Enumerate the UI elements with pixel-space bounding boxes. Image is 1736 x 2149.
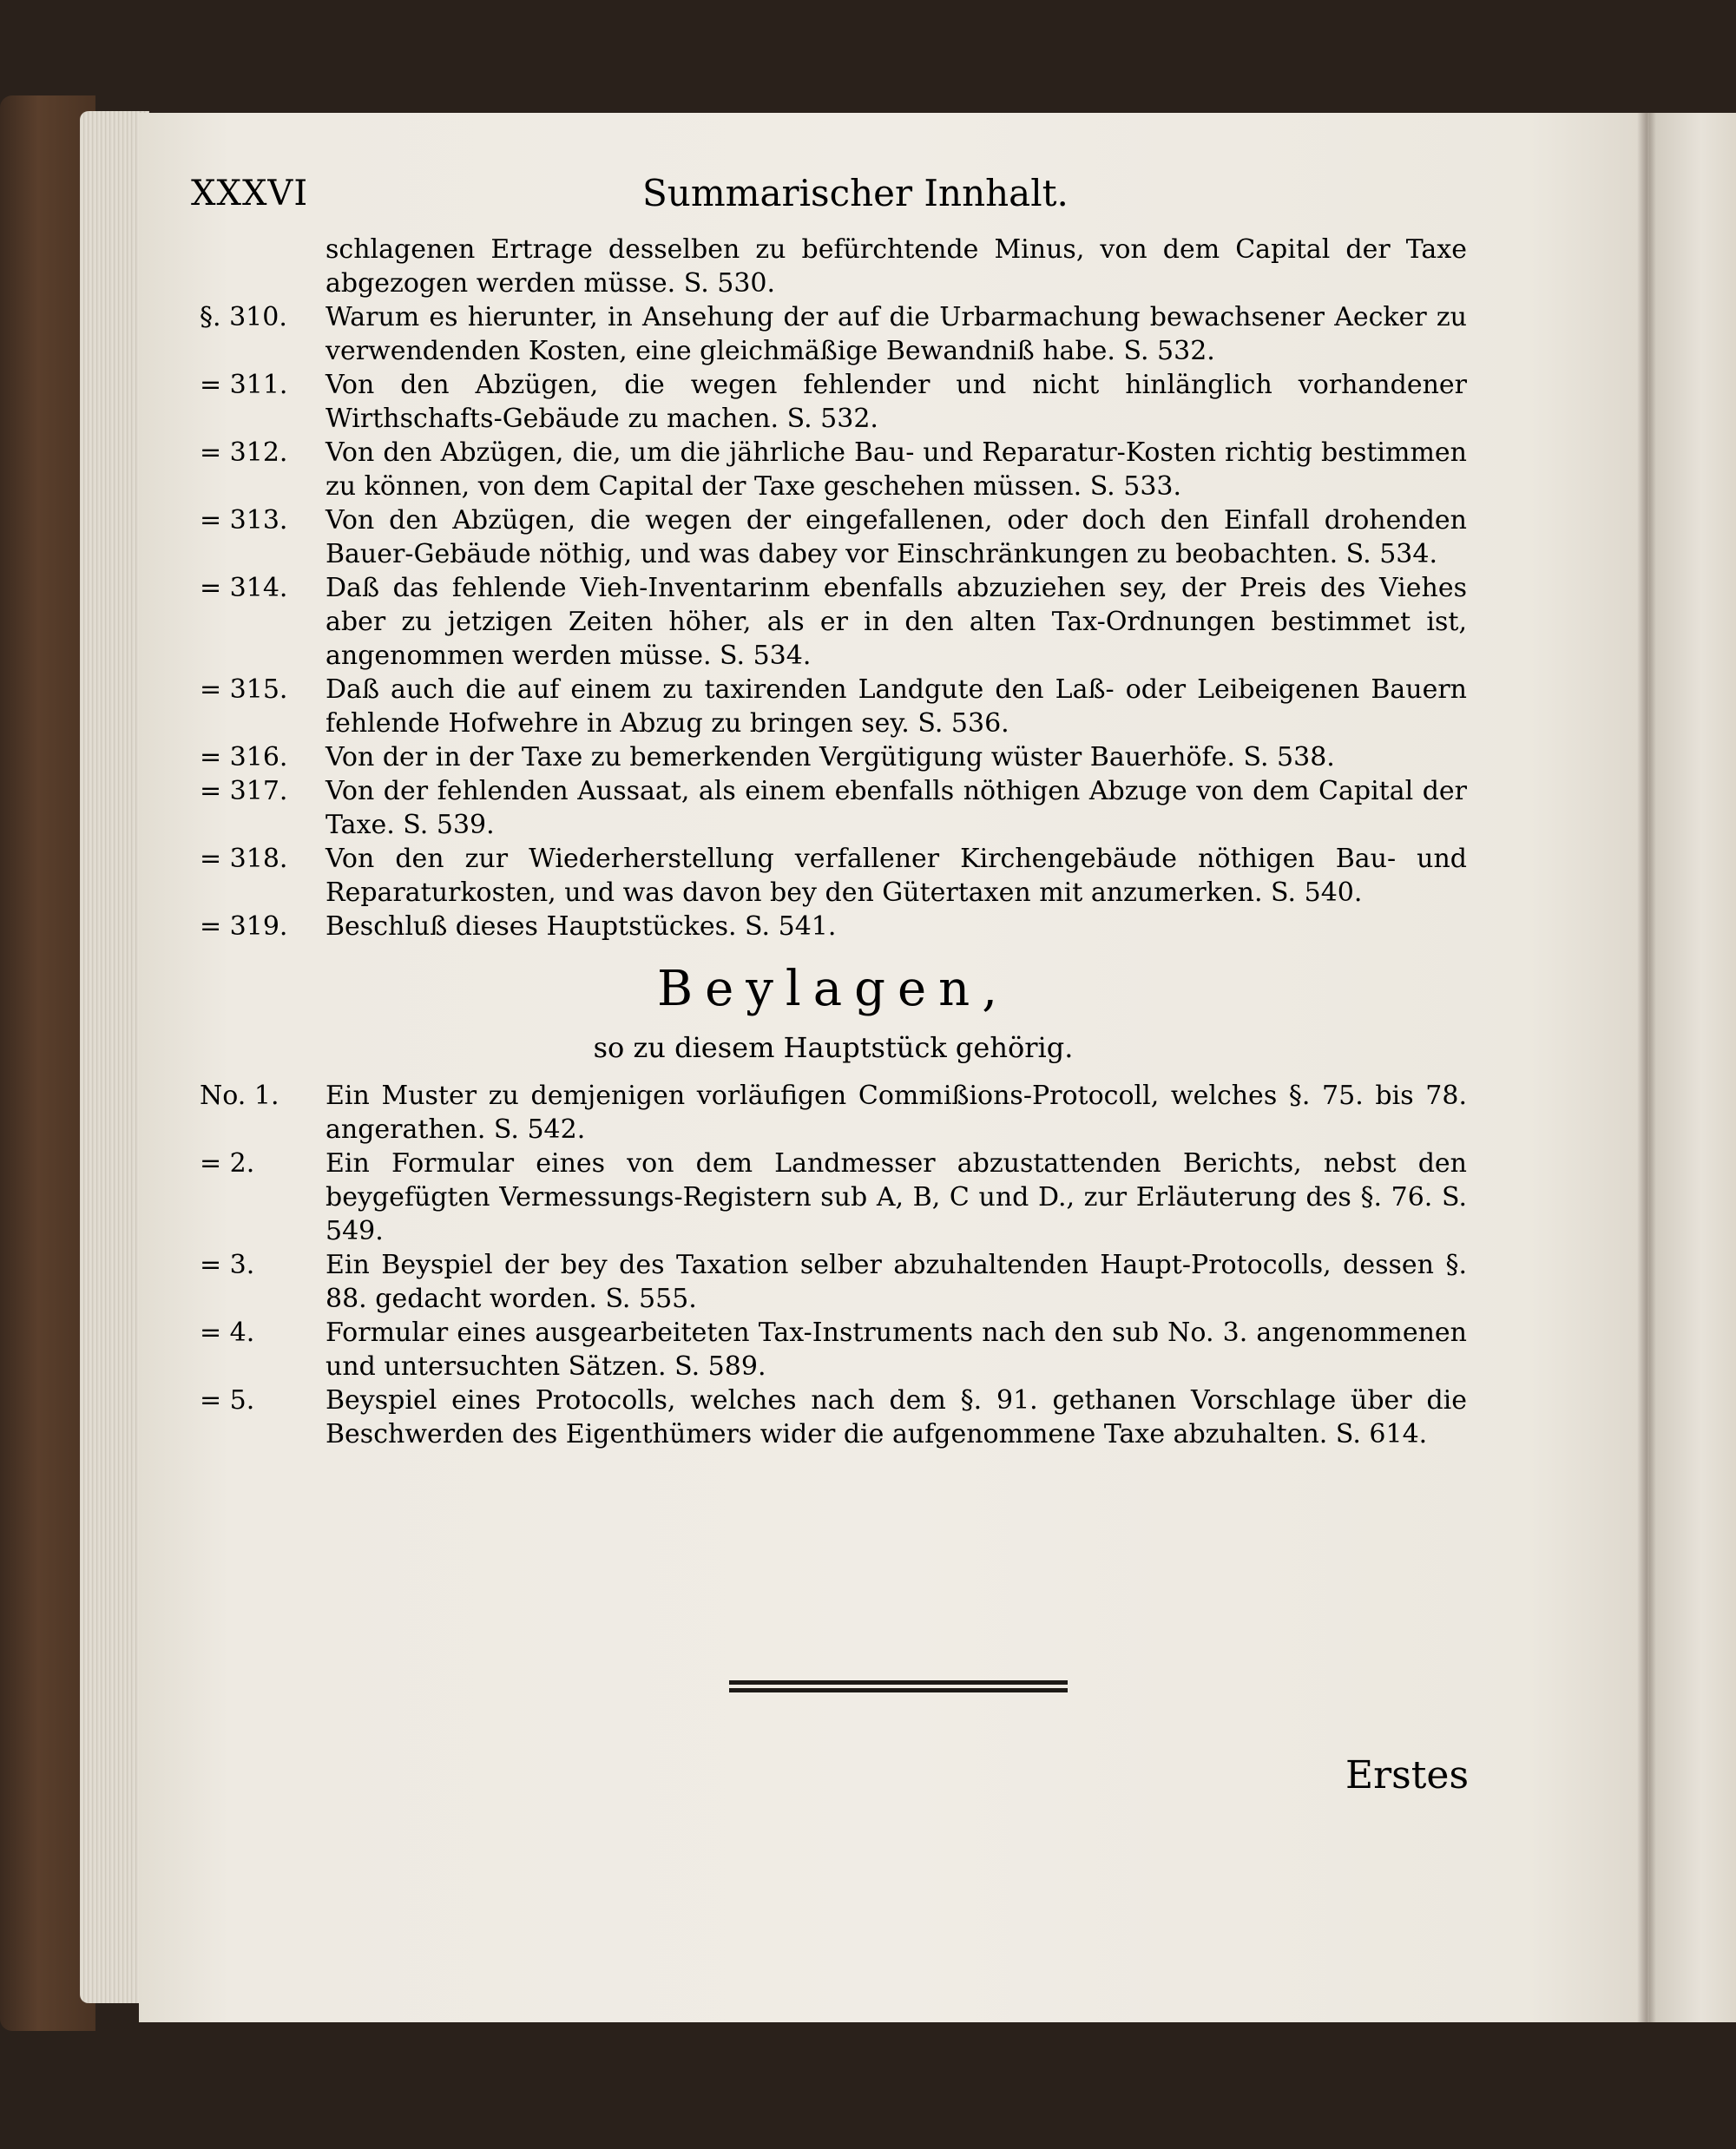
toc-entry: [200, 673, 1467, 740]
entry-number: = 311.: [200, 370, 288, 400]
toc-entry: [200, 1316, 1467, 1383]
entry-text: Ein Beyspiel der bey des Taxation selber abzuhaltenden Haupt-Protocolls, dessen §. 88. gedacht worden. S. 555.: [326, 1250, 1467, 1314]
table-of-contents: [200, 233, 1467, 1451]
toc-entry: [200, 503, 1467, 571]
beylagen-title: Beylagen,: [656, 961, 1010, 1017]
toc-entry: [200, 1383, 1467, 1451]
entry-number: = 313.: [200, 505, 288, 536]
entry-number: = 317.: [200, 776, 288, 806]
entry-number: = 319.: [200, 911, 288, 942]
beylagen-list: [200, 1079, 1467, 1451]
divider-line-bottom: [729, 1688, 1068, 1692]
entry-number: = 318.: [200, 844, 288, 874]
toc-entry: [200, 300, 1467, 368]
entry-text: Von den Abzügen, die wegen der eingefallenen, oder doch den Einfall drohenden Bauer-Gebäude nöthig, und was dabey vor Einschränkungen zu beobachten. S. 534.: [326, 505, 1467, 569]
entry-number: §. 310.: [200, 302, 287, 332]
entry-text: schlagenen Ertrage desselben zu befürchtende Minus, von dem Capital der Taxe abgezogen werden müsse. S. 530.: [326, 234, 1467, 299]
toc-entry: [200, 436, 1467, 503]
toc-entry: [200, 1147, 1467, 1248]
toc-entry: [200, 233, 1467, 300]
toc-entry: [200, 910, 1467, 943]
entry-text: Formular eines ausgearbeiteten Tax-Instruments nach den sub No. 3. angenommenen und untersuchten Sätzen. S. 589.: [326, 1318, 1467, 1382]
toc-entry: [200, 571, 1467, 673]
toc-entries: [200, 233, 1467, 943]
entry-text: Von den Abzügen, die, um die jährliche Bau- und Reparatur-Kosten richtig bestimmen zu können, von dem Capital der Taxe geschehen müssen. S. 533.: [326, 437, 1467, 502]
entry-text: Daß das fehlende Vieh-Inventarinm ebenfalls abzuziehen sey, der Preis des Viehes aber zu jetzigen Zeiten höher, als er in den alten Tax-Ordnungen bestimmet ist, angenommen werden müsse. S. 534.: [326, 573, 1467, 671]
toc-entry: [200, 1079, 1467, 1147]
entry-text: Warum es hierunter, in Ansehung der auf die Urbarmachung bewachsener Aecker zu verwendenden Kosten, eine gleichmäßige Bewandniß habe. S. 532.: [326, 302, 1467, 366]
page-gutter: [1637, 113, 1656, 2022]
running-title: Summarischer Innhalt.: [642, 172, 1069, 214]
entry-text: Ein Formular eines von dem Landmesser abzustattenden Berichts, nebst den beygefügten Vermessungs-Registern sub A, B, C und D., zur Erläuterung des §. 76. S. 549.: [326, 1148, 1467, 1246]
facing-page-edge: [1649, 113, 1736, 2022]
entry-number: = 312.: [200, 437, 288, 468]
catchword: Erstes: [1345, 1753, 1470, 1797]
entry-text: Von der fehlenden Aussaat, als einem ebenfalls nöthigen Abzuge von dem Capital der Taxe. S. 539.: [326, 776, 1467, 840]
toc-entry: [200, 774, 1467, 842]
entry-text: Daß auch die auf einem zu taxirenden Landgute den Laß- oder Leibeigenen Bauern fehlende Hofwehre in Abzug zu bringen sey. S. 536.: [326, 674, 1467, 739]
entry-text: Beschluß dieses Hauptstückes. S. 541.: [326, 911, 837, 942]
toc-entry: [200, 368, 1467, 436]
entry-text: Von der in der Taxe zu bemerkenden Vergütigung wüster Bauerhöfe. S. 538.: [326, 742, 1335, 772]
page-number: XXXVI: [191, 174, 309, 214]
entry-number: = 4.: [200, 1318, 255, 1348]
beylagen-subtitle: so zu diesem Hauptstück gehörig.: [593, 1031, 1074, 1064]
entry-number: = 5.: [200, 1385, 255, 1416]
entry-text: Von den zur Wiederherstellung verfallener Kirchengebäude nöthigen Bau- und Reparaturkosten, und was davon bey den Gütertaxen mit anzumerken. S. 540.: [326, 844, 1467, 908]
entry-number: = 2.: [200, 1148, 255, 1179]
entry-number: No. 1.: [200, 1081, 279, 1111]
entry-text: Von den Abzügen, die wegen fehlender und nicht hinlänglich vorhandener Wirthschafts-Gebäude zu machen. S. 532.: [326, 370, 1467, 434]
toc-entry: [200, 740, 1467, 774]
section-divider: [729, 1680, 1068, 1694]
entry-text: Ein Muster zu demjenigen vorläufigen Commißions-Protocoll, welches §. 75. bis 78. angerathen. S. 542.: [326, 1081, 1467, 1145]
entry-number: = 316.: [200, 742, 288, 772]
divider-line-top: [729, 1680, 1068, 1685]
entry-text: Beyspiel eines Protocolls, welches nach dem §. 91. gethanen Vorschlage über die Beschwerden des Eigenthümers wider die aufgenommene Taxe abzuhalten. S. 614.: [326, 1385, 1467, 1449]
entry-number: = 3.: [200, 1250, 255, 1280]
entry-number: = 314.: [200, 573, 288, 603]
toc-entry: [200, 1248, 1467, 1316]
entry-number: = 315.: [200, 674, 288, 705]
toc-entry: [200, 842, 1467, 910]
